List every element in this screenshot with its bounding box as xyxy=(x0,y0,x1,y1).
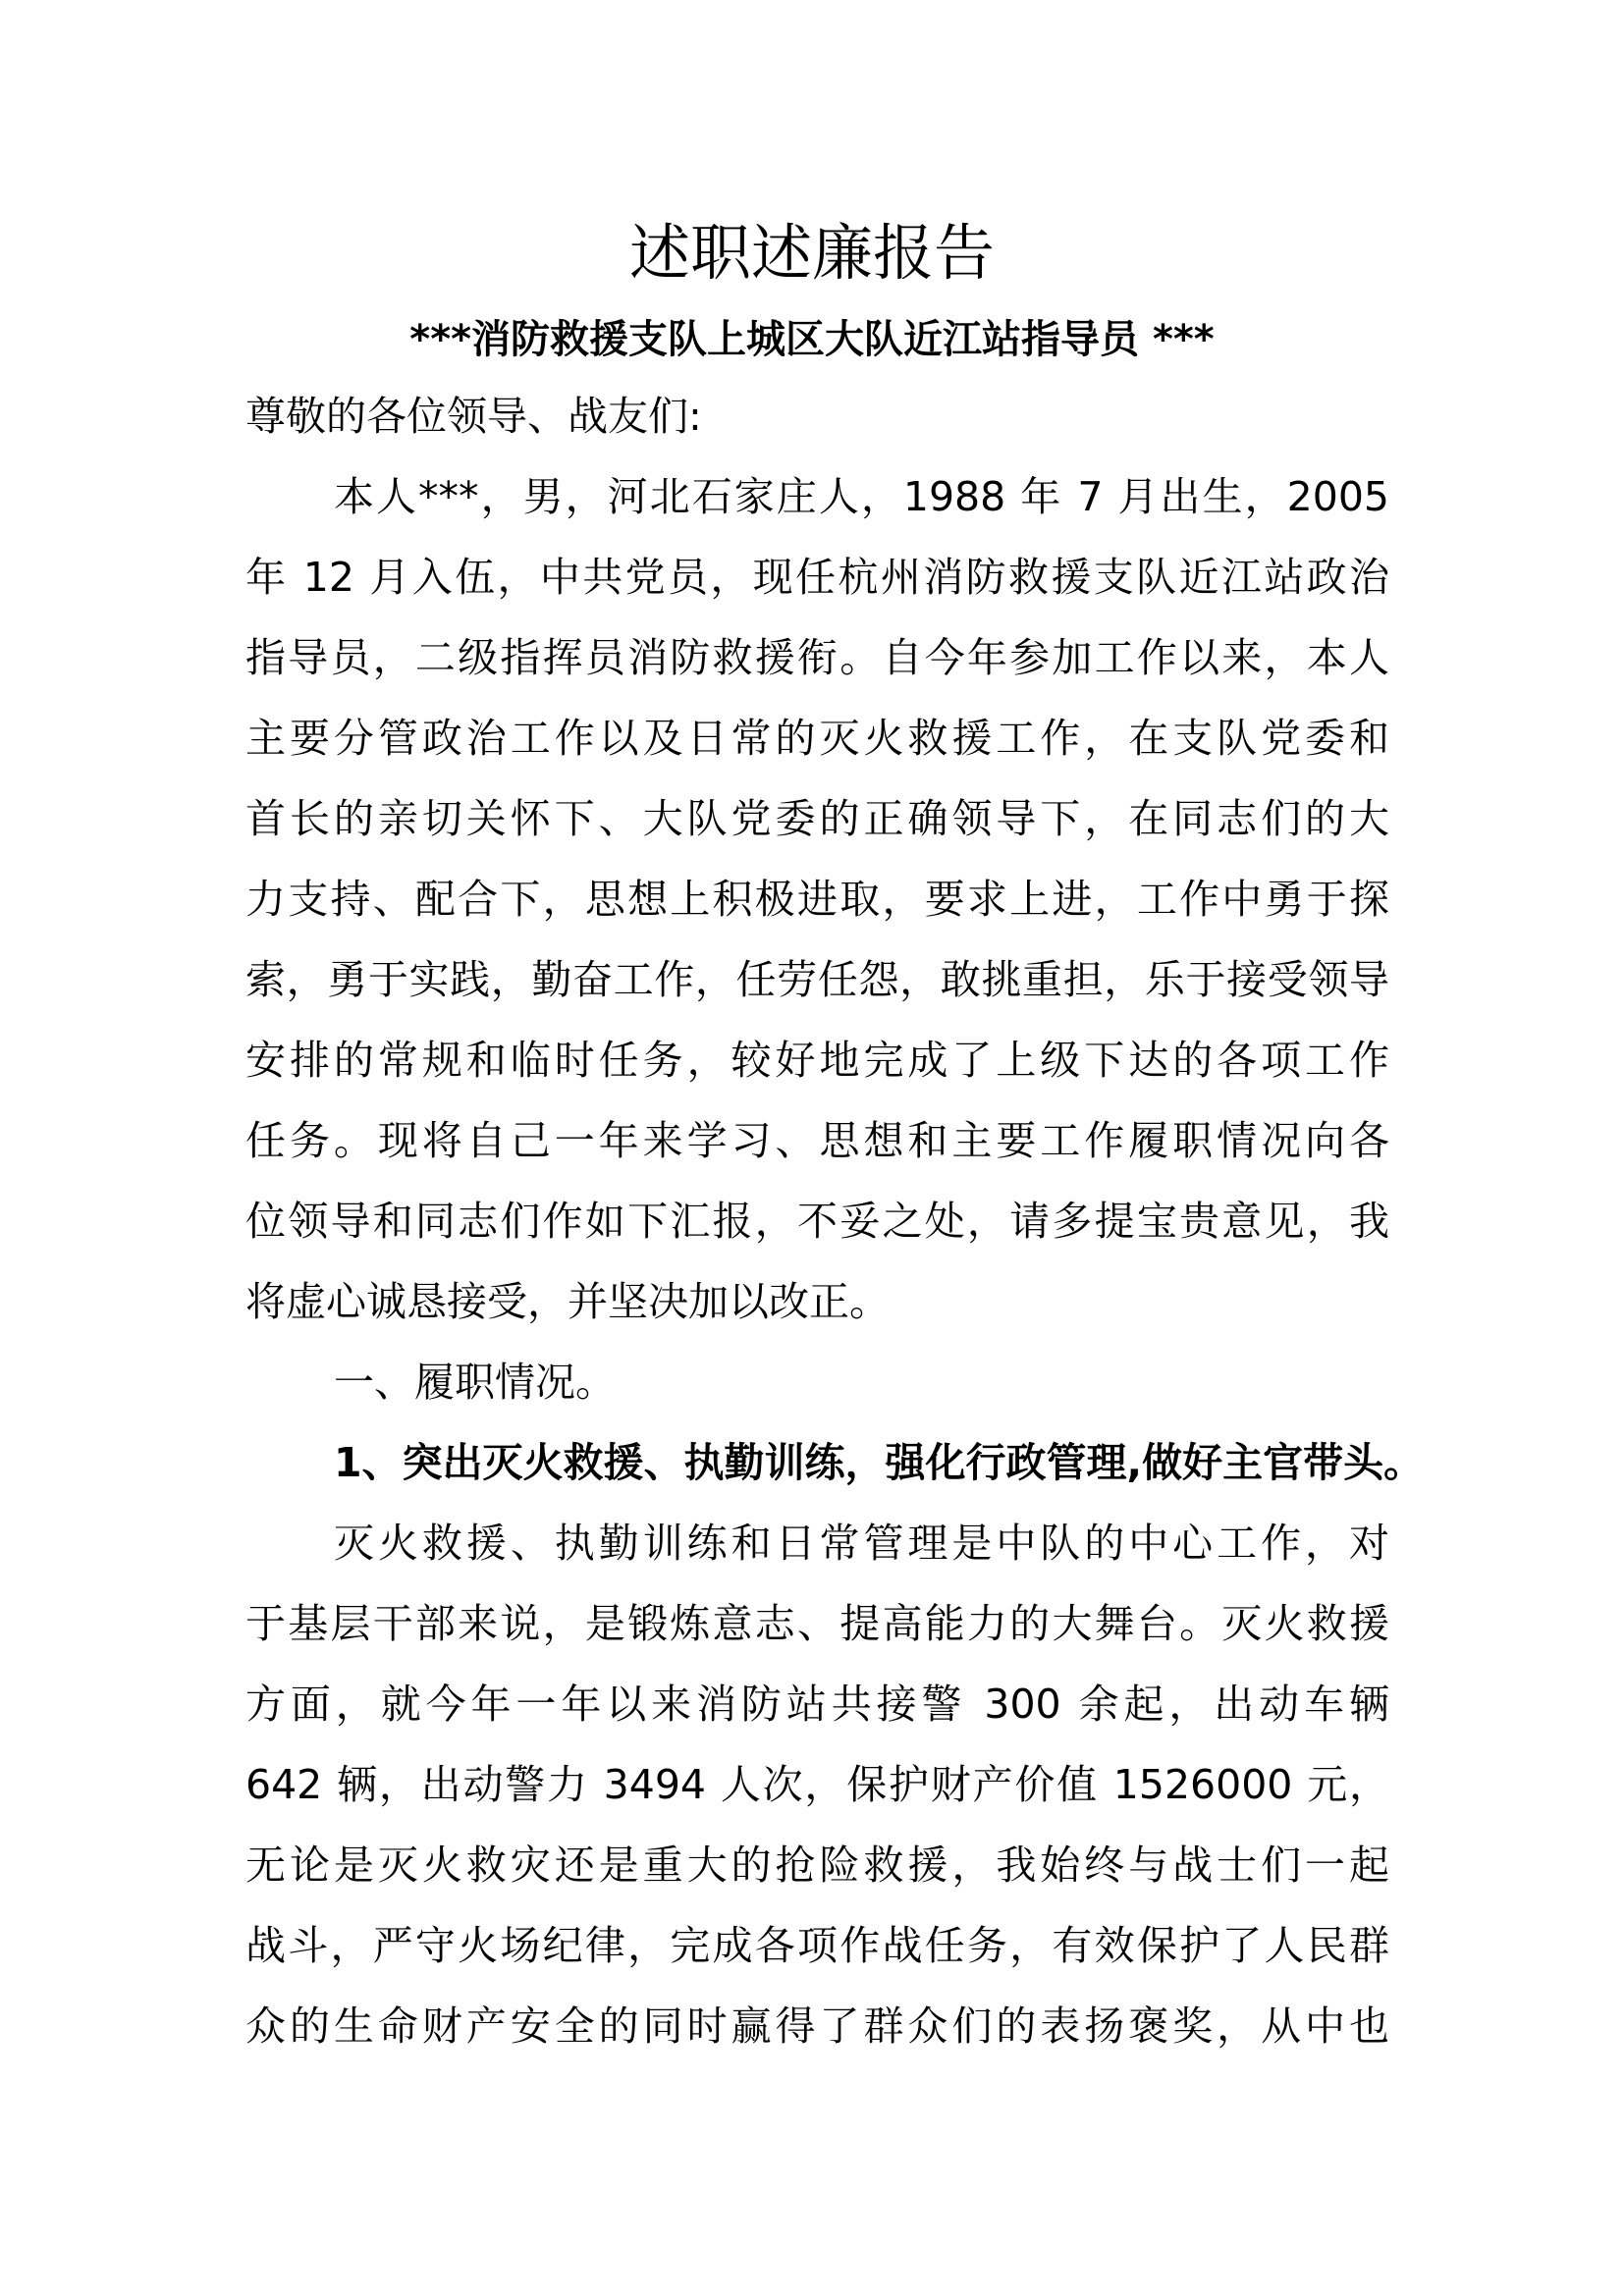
body-line: 于基层干部来说，是锻炼意志、提高能力的大舞台。灭火救援 xyxy=(245,1600,1389,1647)
body-line: 灭火救援、执勤训练和日常管理是中队的中心工作，对 xyxy=(334,1520,1389,1567)
document-subtitle: ***消防救援支队上城区大队近江站指导员 *** xyxy=(409,317,1215,362)
salutation: 尊敬的各位领导、战友们: xyxy=(245,393,702,440)
body-line: 年 12 月入伍，中共党员，现任杭州消防救援支队近江站政治 xyxy=(245,554,1389,601)
body-line: 主要分管政治工作以及日常的灭火救援工作，在支队党委和 xyxy=(245,715,1389,762)
body-line: 无论是灭火救灾还是重大的抢险救援，我始终与战士们一起 xyxy=(245,1842,1389,1889)
body-line: 众的生命财产安全的同时赢得了群众们的表扬褒奖，从中也 xyxy=(245,2002,1389,2050)
document-title: 述职述廉报告 xyxy=(628,217,995,289)
body-line: 指导员，二级指挥员消防救援衔。自今年参加工作以来，本人 xyxy=(245,634,1389,681)
body-line: 将虚心诚恳接受，并坚决加以改正。 xyxy=(245,1278,890,1325)
body-line: 索，勇于实践，勤奋工作，任劳任怨，敢挑重担，乐于接受领导 xyxy=(245,956,1389,1003)
body-line: 位领导和同志们作如下汇报，不妥之处，请多提宝贵意见，我 xyxy=(245,1198,1389,1245)
body-line: 战斗，严守火场纪律，完成各项作战任务，有效保护了人民群 xyxy=(245,1922,1389,1969)
body-line: 本人***，男，河北石家庄人，1988 年 7 月出生，2005 xyxy=(334,473,1389,520)
body-line: 首长的亲切关怀下、大队党委的正确领导下，在同志们的大 xyxy=(245,795,1389,842)
body-line: 642 辆，出动警力 3494 人次，保护财产价值 1526000 元， xyxy=(245,1761,1389,1808)
body-line: 任务。现将自己一年来学习、思想和主要工作履职情况向各 xyxy=(245,1117,1389,1164)
body-line: 安排的常规和临时任务，较好地完成了上级下达的各项工作 xyxy=(245,1037,1389,1084)
section-heading: 一、履职情况。 xyxy=(334,1359,616,1406)
body-line: 力支持、配合下，思想上积极进取，要求上进，工作中勇于探 xyxy=(245,876,1389,923)
body-line: 方面，就今年一年以来消防站共接警 300 余起，出动车辆 xyxy=(245,1681,1389,1728)
subsection-heading: 1、突出灭火救援、执勤训练，强化行政管理,做好主官带头。 xyxy=(334,1439,1425,1486)
